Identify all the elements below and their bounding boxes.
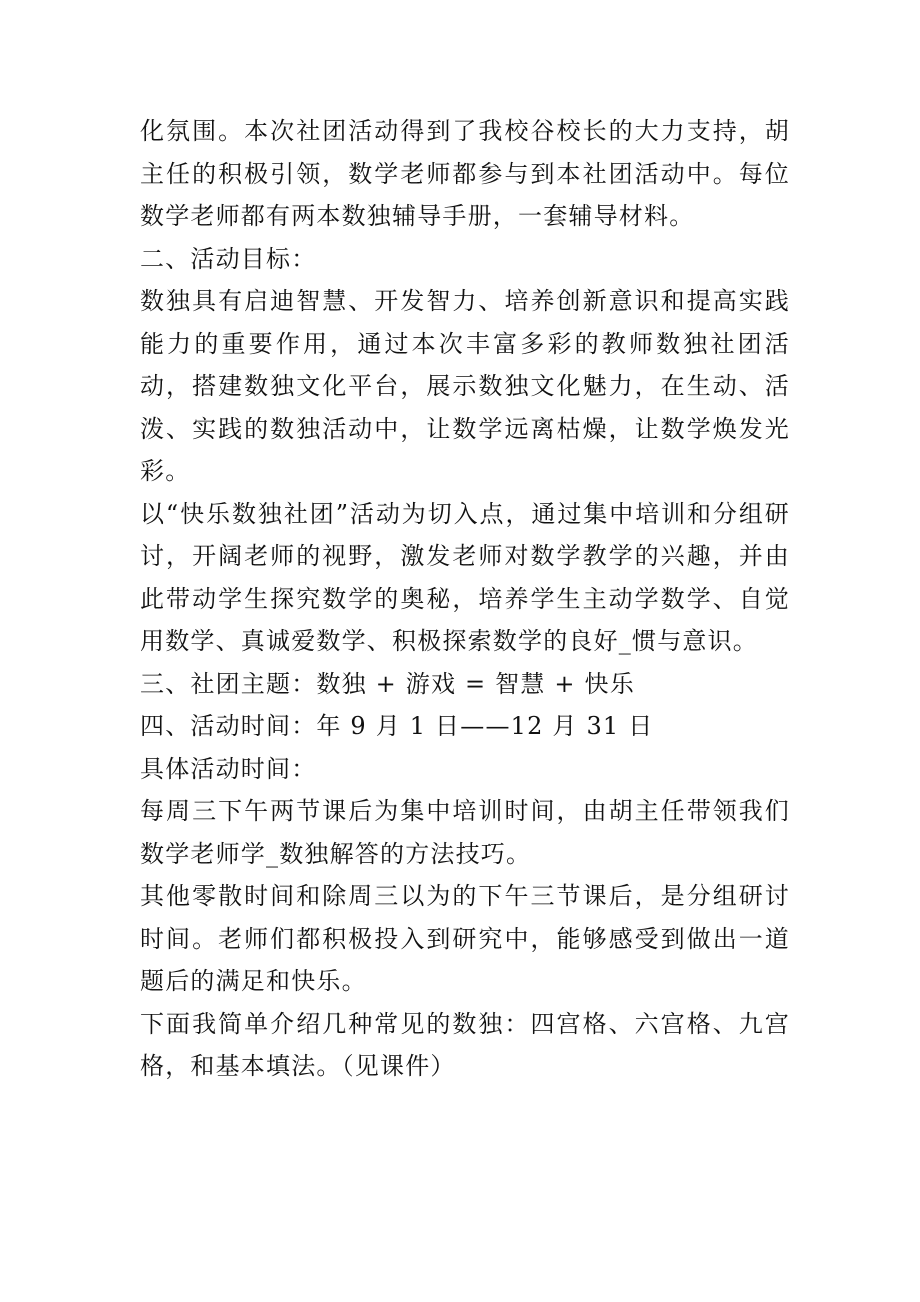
heading-activity-time: 四、活动时间：年 9 月 1 日——12 月 31 日 <box>140 712 654 740</box>
paragraph-sudoku-types: 下面我简单介绍几种常见的数独：四宫格、六宫格、九宫格，和基本填法。（见课件） <box>140 1009 790 1080</box>
document-body <box>140 110 790 1088</box>
paragraph-group-discussion: 其他零散时间和除周三以为的下午三节课后，是分组研讨时间。老师们都积极投入到研究中，能够感受到做出一道题后的满足和快乐。 <box>140 882 790 995</box>
paragraph-goals-sudoku: 数独具有启迪智慧、开发智力、培养创新意识和提高实践能力的重要作用，通过本次丰富多彩的教师数独社团活动，搭建数独文化平台，展示数独文化魅力，在生动、活泼、实践的数独活动中，让数学远离枯燥，让数学焕发光彩。 <box>140 287 790 485</box>
heading-activity-goals: 二、活动目标： <box>140 244 317 273</box>
heading-club-theme: 三、社团主题：数独 + 游戏 = 智慧 + 快乐 <box>140 669 635 698</box>
paragraph-wednesday-training: 每周三下午两节课后为集中培训时间，由胡主任带领我们数学老师学_数独解答的方法技巧。 <box>140 797 790 868</box>
heading-specific-time: 具体活动时间： <box>140 754 317 783</box>
paragraph-intro-continued: 化氛围。本次社团活动得到了我校谷校长的大力支持，胡主任的积极引领，数学老师都参与到本社团活动中。每位数学老师都有两本数独辅导手册，一套辅导材料。 <box>140 117 790 230</box>
paragraph-goals-entry-point: 以“快乐数独社团”活动为切入点，通过集中培训和分组研讨，开阔老师的视野，激发老师对数学教学的兴趣，并由此带动学生探究数学的奥秘，培养学生主动学数学、自觉用数学、真诚爱数学、积极探索数学的良好_惯与意识。 <box>140 499 790 655</box>
